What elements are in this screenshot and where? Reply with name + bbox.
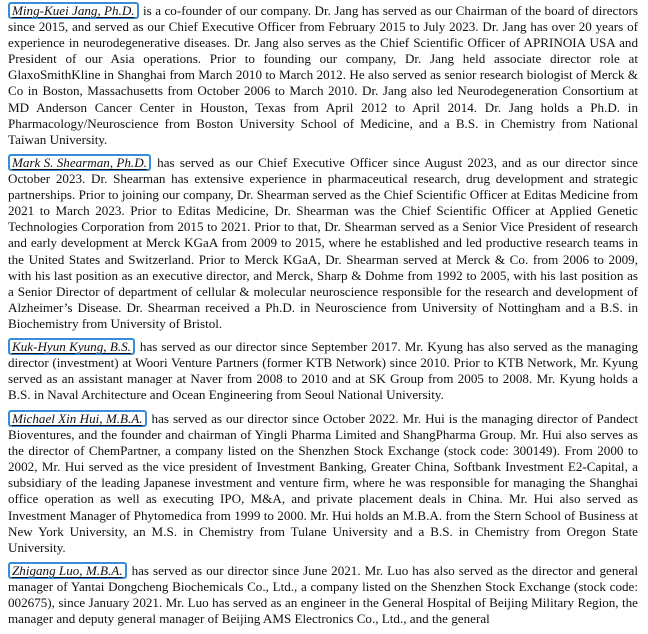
bio-name-kyung: Kuk-Hyun Kyung, B.S. xyxy=(8,338,135,355)
bio-paragraph-jang xyxy=(8,2,638,148)
bio-name-jang: Ming-Kuei Jang, Ph.D. xyxy=(8,2,139,19)
bio-name-shearman: Mark S. Shearman, Ph.D. xyxy=(8,154,151,171)
bio-name-luo: Zhigang Luo, M.B.A. xyxy=(8,562,127,579)
bio-text-kyung: has served as our director since September 2017. Mr. Kyung has also served as the managing director (investment) at Woori Venture Partners (former KTB Network) since 2010. Prior to KTB Network, Mr. Kyung served as an assistant manager at Naver from 2008 to 2010 and at SK Group from 2005 to 2008. Mr. Kyung holds a B.S. in Naval Architecture and Ocean Engineering from Seoul National University. xyxy=(8,339,638,403)
bio-text-shearman: has served as our Chief Executive Officer since August 2023, and as our director since October 2023. Dr. Shearman has extensive experience in pharmaceutical research, drug development and strategic partnerships. Prior to joining our company, Dr. Shearman served as the Chief Scientific Officer at Editas Medicine from 2021 to March 2023. Prior to Editas Medicine, Dr. Shearman was the Chief Scientific Officer at Applied Genetic Technologies Corporation from 2015 to 2021. Prior to that, Dr. Shearman served as a Senior Vice President of research and early development at Merck KGaA from 2009 to 2015, where he established and led productive research teams in the United States and Switzerland. Prior to Merck KGaA, Dr. Shearman served at Merck & Co. from 2006 to 2009, with his last position as an executive director, and Merck, Sharp & Dohme from 1992 to 2005, with his last position as a Senior Director of department of cellular & molecular neuroscience responsible for the research and development of Alzheimer’s Disease. Dr. Shearman received a Ph.D. in Neuroscience from University of Nottingham and a B.S. in Biochemistry from University of Bristol. xyxy=(8,155,638,331)
bio-paragraph-shearman xyxy=(8,154,638,332)
bio-text-luo: has served as our director since June 2021. Mr. Luo has also served as the director and general manager of Yantai Dongcheng Biochemicals Co., Ltd., a company listed on the Shenzhen Stock Exchange (stock code: 002675), since January 2021. Mr. Luo has served as an engineer in the General Hospital of Beijing Military Region, the manager and deputy general manager of Beijing AMS Electronics Co., Ltd., and the general xyxy=(8,563,638,627)
bio-name-hui: Michael Xin Hui, M.B.A. xyxy=(8,410,147,427)
bio-text-jang: is a co-founder of our company. Dr. Jang has served as our Chairman of the board of directors since 2015, and served as our Chief Executive Officer from February 2015 to July 2023. Dr. Jang has over 20 years of experience in neurodegenerative diseases. Dr. Jang also serves as the Chief Scientific Officer of APRINOIA USA and President of our Asia operations. Prior to founding our company, Dr. Jang held associate director role at GlaxoSmithKline in Shanghai from March 2010 to March 2012. He also served as senior research biologist of Merck & Co in Boston, Massachusetts from October 2006 to March 2010. Dr. Jang also led Neurodegeneration Consortium at MD Anderson Cancer Center in Houston, Texas from April 2012 to April 2014. Dr. Jang holds a Ph.D. in Pharmacology/Neuroscience from Boston University School of Medicine, and a B.S. in Chemistry from National Taiwan University. xyxy=(8,3,638,147)
bio-text-hui: has served as our director since October 2022. Mr. Hui is the managing director of Pandect Bioventures, and the founder and chairman of Yingli Pharma Limited and ShangPharma Group. Mr. Hui also serves as the director of ChemPartner, a company listed on the Shenzhen Stock Exchange (stock code: 300149). From 2000 to 2002, Mr. Hui served as the vice president of Investment Banking, Greater China, Softbank Investment E2-Capital, a subsidiary of the leading Japanese investment and venture firm, where he was responsible for managing the Shanghai office operation as well as executing IPO, M&A, and private placement deals in China. Mr. Hui also served as Investment Manager of Phytomedica from 1999 to 2000. Mr. Hui holds an M.B.A. from the Stern School of Business at New York University, an M.S. in Chemistry from Tulane University and a B.S. in Chemistry from Oregon State University. xyxy=(8,411,638,555)
bio-paragraph-hui xyxy=(8,410,638,556)
bio-paragraph-kyung xyxy=(8,338,638,403)
bio-paragraph-luo xyxy=(8,562,638,627)
